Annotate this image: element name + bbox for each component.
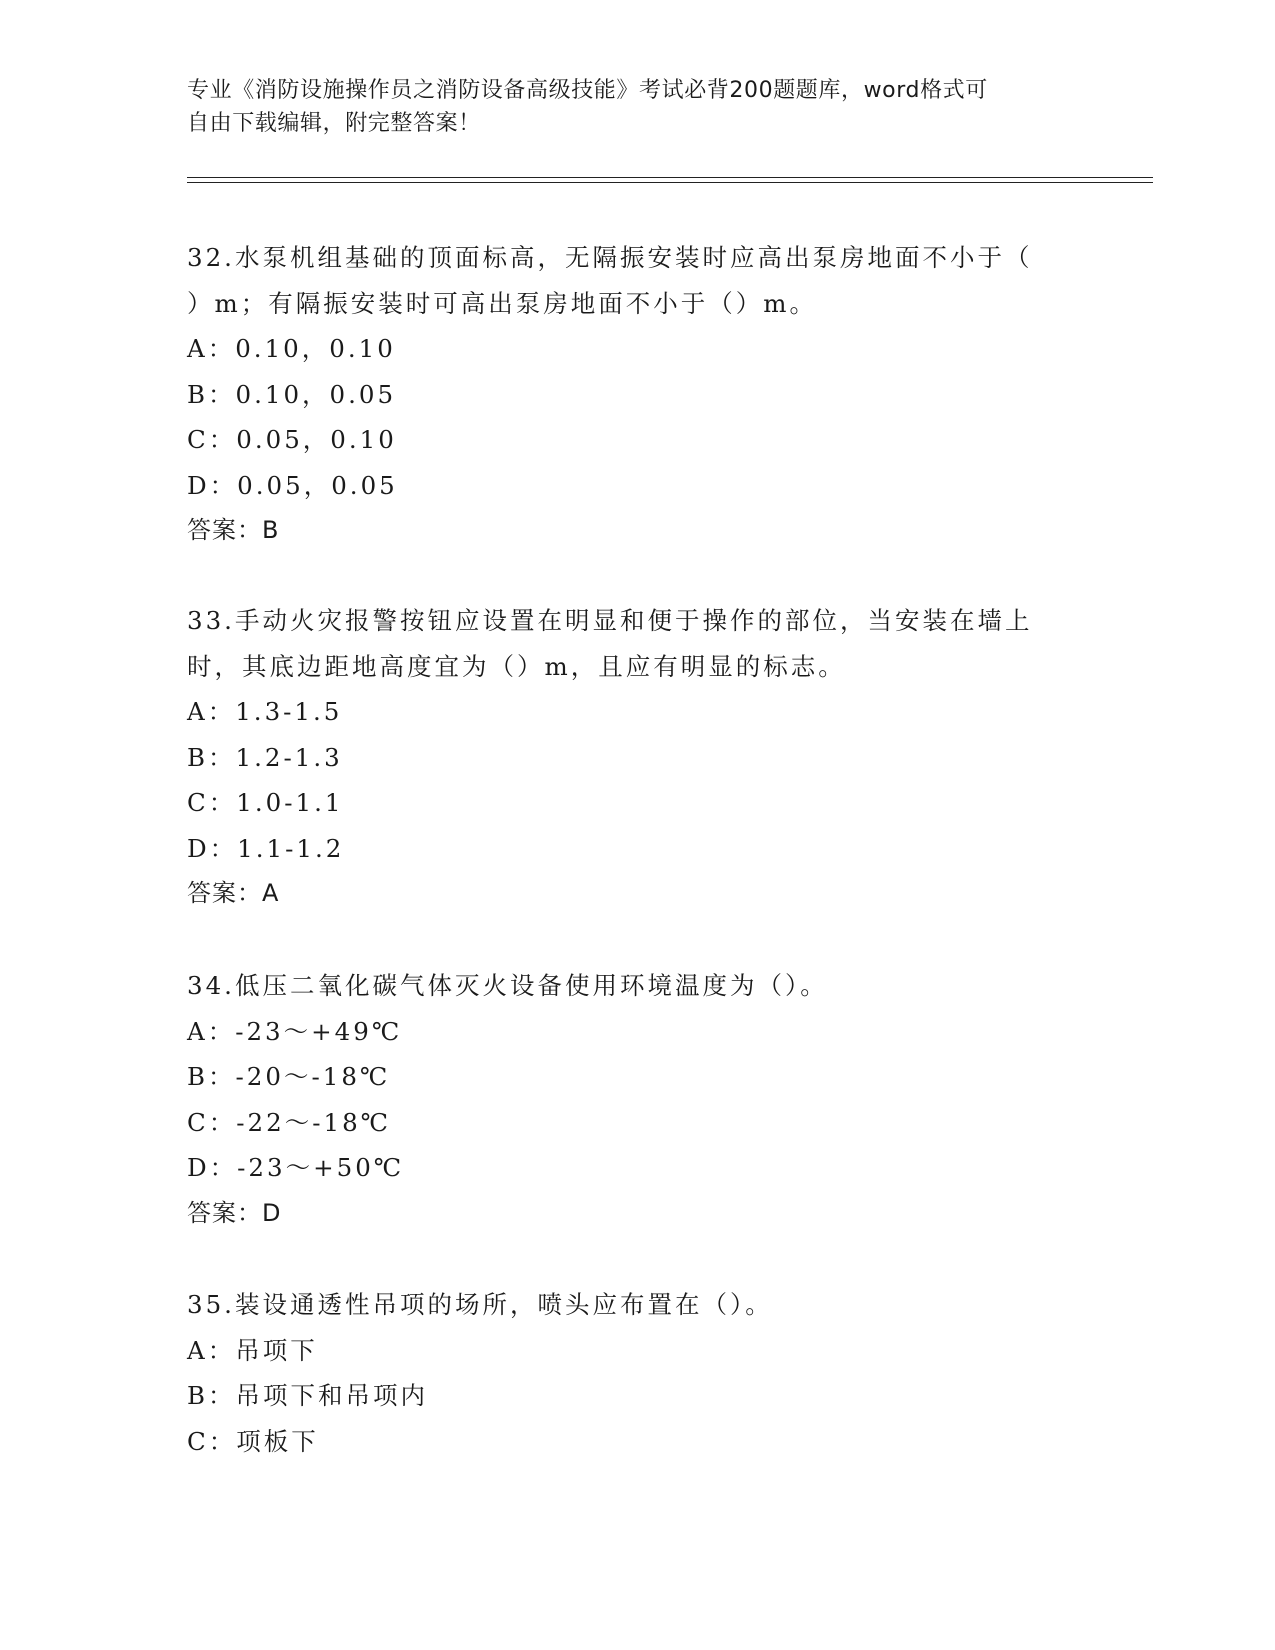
option-c: C：-22～-18℃	[187, 1107, 392, 1137]
option-a: A：0.10，0.10	[187, 334, 396, 363]
option-b: B：0.10，0.05	[187, 379, 397, 409]
option-b: B：-20～-18℃	[187, 1062, 391, 1091]
header-line-2: 自由下载编辑，附完整答案！	[187, 111, 481, 136]
option-a: A：1.3-1.5	[187, 697, 343, 726]
option-c: C：1.0-1.1	[187, 788, 344, 817]
answer: 答案：A	[187, 879, 280, 907]
option-a: A：-23～+49℃	[187, 1016, 403, 1046]
option-b: B：吊项下和吊项内	[187, 1381, 429, 1410]
question-stem-line: 时，其底边距地高度宜为（）m，且应有明显的标志。	[187, 651, 846, 681]
question-35	[187, 1282, 1087, 1464]
option-a: A：吊项下	[187, 1335, 318, 1365]
option-d: D：-23～+50℃	[187, 1153, 405, 1182]
document-header	[187, 74, 1087, 140]
question-stem-line: 33.手动火灾报警按钮应设置在明显和便于操作的部位，当安装在墙上	[187, 606, 1033, 635]
header-line-1: 专业《消防设施操作员之消防设备高级技能》考试必背200题题库，word格式可	[187, 78, 988, 103]
header-divider-bottom	[187, 182, 1153, 183]
question-stem-line: ）m；有隔振安装时可高出泵房地面不小于（）m。	[187, 288, 817, 318]
answer: 答案：B	[187, 516, 280, 544]
option-b: B：1.2-1.3	[187, 742, 343, 772]
question-stem-line: 34.低压二氧化碳气体灭火设备使用环境温度为（）。	[187, 971, 828, 1000]
question-stem-line: 35.装设通透性吊项的场所，喷头应布置在（）。	[187, 1290, 773, 1319]
header-divider-top	[187, 177, 1153, 178]
option-c: C：0.05，0.10	[187, 425, 397, 454]
question-34	[187, 963, 1087, 1236]
question-stem-line: 32.水泵机组基础的顶面标高，无隔振安装时应高出泵房地面不小于（	[187, 243, 1033, 272]
question-32	[187, 235, 1087, 554]
question-33	[187, 598, 1087, 917]
option-d: D：1.1-1.2	[187, 833, 345, 863]
option-d: D：0.05，0.05	[187, 470, 398, 500]
answer: 答案：D	[187, 1198, 282, 1227]
option-c: C：项板下	[187, 1426, 319, 1456]
